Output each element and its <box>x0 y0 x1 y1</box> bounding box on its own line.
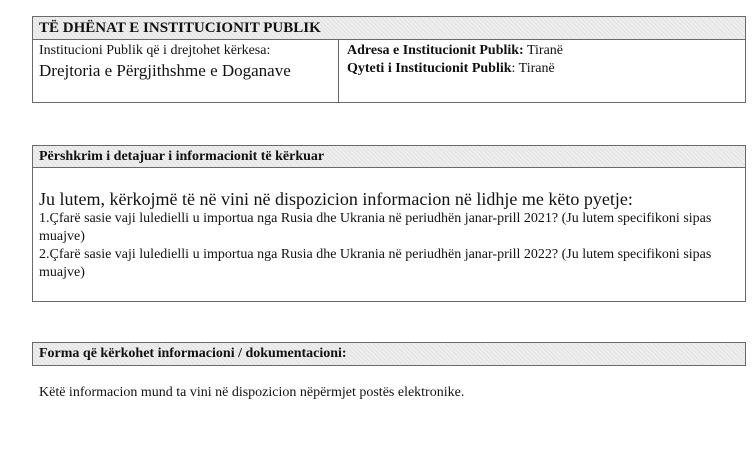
institution-address-cell <box>339 40 745 102</box>
address-value: Tiranë <box>526 43 564 58</box>
request-intro: Ju lutem, kërkojmë të në vini në dispozicion informacion në lidhje me këto pyetje: <box>39 189 633 209</box>
question-item: 1.Çfarë sasie vaji luledielli u importua nga Rusia dhe Ukrania në periudhën janar-prill 2021? (Ju lutem specifikoni sipas muajve) <box>39 211 712 244</box>
request-description-header: Përshkrim i detajuar i informacionit të kërkuar <box>33 146 745 168</box>
institution-name-value: Drejtoria e Përgjithshme e Doganave <box>39 61 291 80</box>
institution-name-label: Institucioni Publik që i drejtohet kërkesa: <box>39 43 271 58</box>
delivery-form-section <box>32 342 746 366</box>
institution-name-cell <box>33 40 339 102</box>
request-description-section <box>32 145 746 302</box>
city-label: Qyteti i Institucionit Publik <box>347 61 512 76</box>
institution-info-header: TË DHËNAT E INSTITUCIONIT PUBLIK <box>33 17 745 40</box>
city-line <box>347 60 745 78</box>
institution-info-section <box>32 16 746 103</box>
city-value: : Tiranë <box>511 61 555 76</box>
address-label: Adresa e Institucionit Publik: <box>347 43 524 58</box>
request-description-body <box>39 188 737 282</box>
address-line <box>347 42 745 60</box>
delivery-form-header: Forma që kërkohet informacioni / dokumentacioni: <box>33 343 745 365</box>
question-item: 2.Çfarë sasie vaji luledielli u importua nga Rusia dhe Ukrania në periudhën janar-prill 2022? (Ju lutem specifikoni sipas muajve) <box>39 247 712 280</box>
delivery-form-text: Këtë informacion mund ta vini në dispozicion nëpërmjet postës elektronike. <box>39 385 465 400</box>
